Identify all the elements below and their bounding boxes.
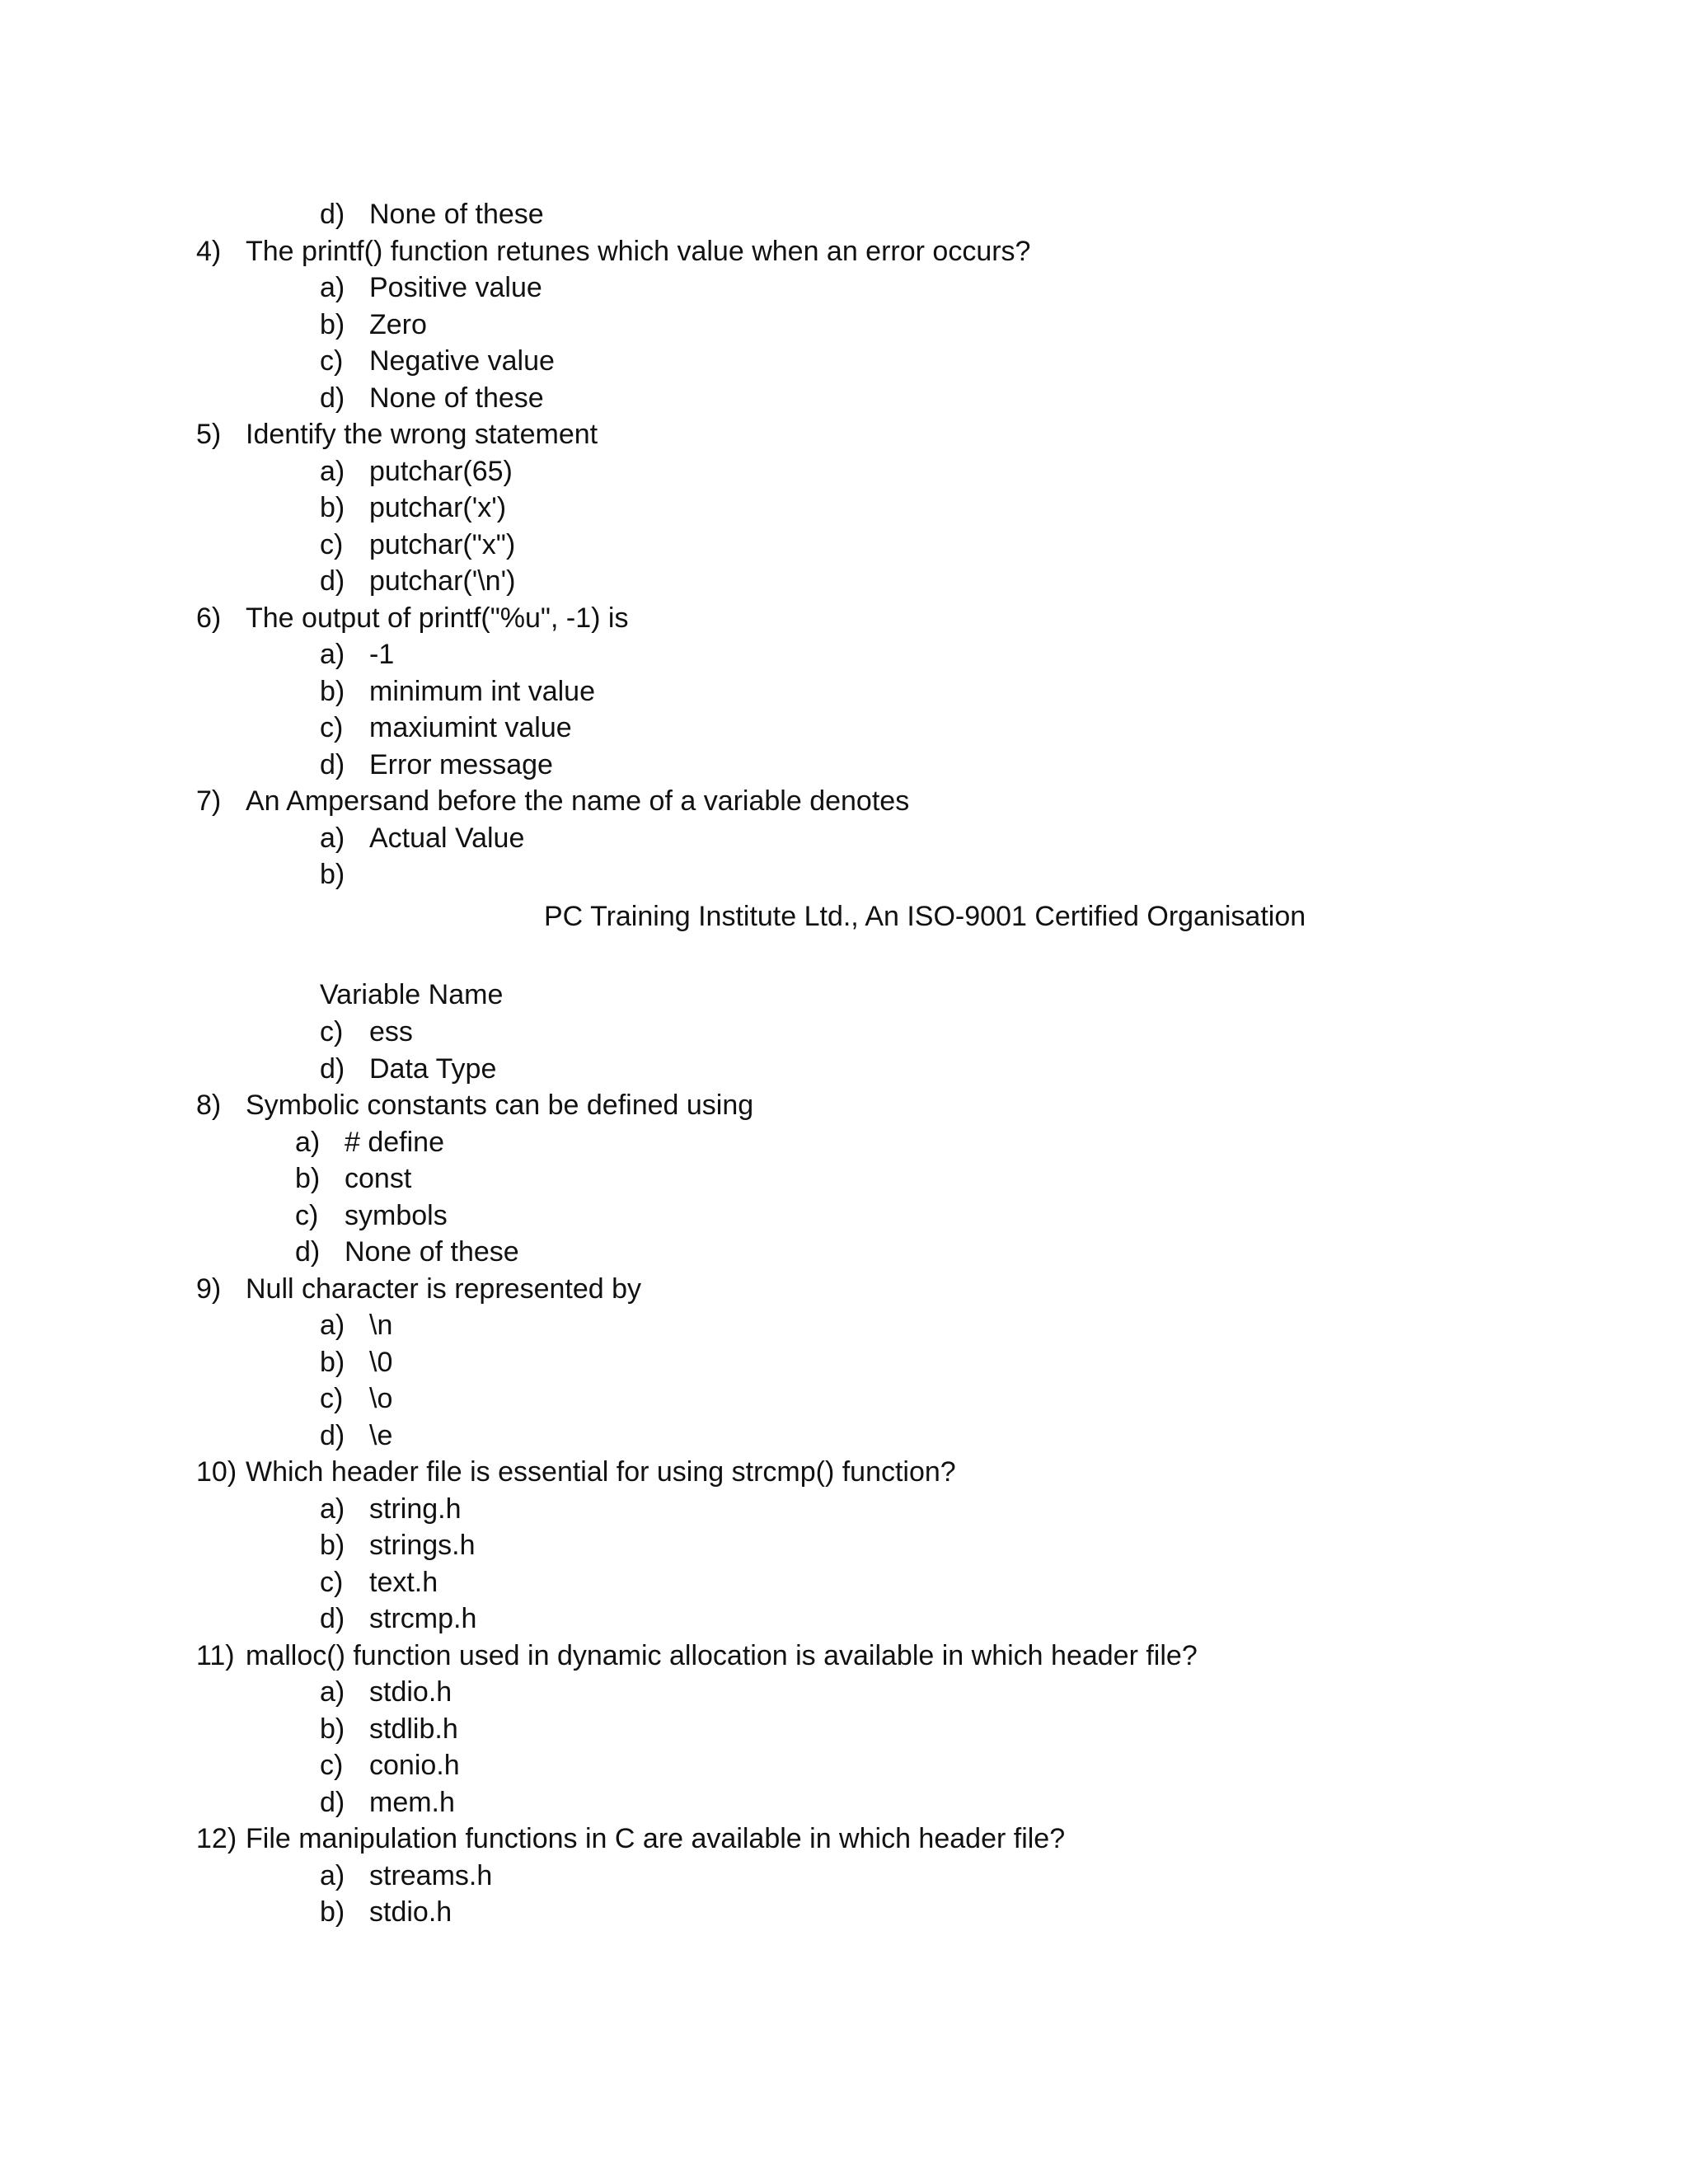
option-label: b) — [320, 1347, 345, 1378]
option-label: d) — [320, 1787, 345, 1818]
page-footer: PC Training Institute Ltd., An ISO-9001 Certified Organisation — [544, 901, 1306, 932]
option-text: stdio.h — [369, 1676, 452, 1708]
option-text: None of these — [345, 1236, 519, 1268]
option-text: string.h — [369, 1493, 462, 1525]
option-label: d) — [320, 1053, 345, 1085]
option-text: Actual Value — [369, 823, 525, 854]
question-number: 4) — [196, 236, 222, 267]
option-label: b) — [320, 676, 345, 707]
option-label: a) — [320, 1493, 345, 1525]
option-label: d) — [320, 199, 345, 230]
question-number: 12) — [196, 1823, 237, 1854]
continuation-text: Variable Name — [320, 979, 504, 1010]
question-number: 8) — [196, 1090, 222, 1121]
option-text: -1 — [369, 639, 395, 670]
option-text: None of these — [369, 199, 544, 230]
question-text: An Ampersand before the name of a variable denotes — [246, 785, 910, 817]
option-text: None of these — [369, 382, 544, 414]
option-label: a) — [320, 1310, 345, 1341]
option-text: stdio.h — [369, 1896, 452, 1928]
question-number: 5) — [196, 419, 222, 450]
option-text: Data Type — [369, 1053, 497, 1085]
option-label: d) — [320, 1420, 345, 1451]
option-text: Zero — [369, 309, 427, 340]
option-label: b) — [295, 1163, 321, 1194]
option-text: \o — [369, 1383, 393, 1414]
option-label: d) — [320, 749, 345, 780]
question-number: 7) — [196, 785, 222, 817]
option-label: a) — [320, 1676, 345, 1708]
option-text: Negative value — [369, 345, 555, 377]
option-text: ess — [369, 1016, 413, 1047]
question-number: 6) — [196, 602, 222, 634]
question-text: File manipulation functions in C are available in which header file? — [246, 1823, 1066, 1854]
option-label: a) — [320, 639, 345, 670]
option-label: a) — [320, 1860, 345, 1891]
option-label: b) — [320, 309, 345, 340]
option-text: stdlib.h — [369, 1713, 458, 1745]
option-text: minimum int value — [369, 676, 595, 707]
option-text: streams.h — [369, 1860, 493, 1891]
option-label: d) — [320, 382, 345, 414]
option-label: c) — [320, 529, 344, 560]
question-text: The printf() function retunes which value when an error occurs? — [246, 236, 1031, 267]
option-label: c) — [320, 1567, 344, 1598]
option-text: const — [345, 1163, 412, 1194]
option-text: mem.h — [369, 1787, 455, 1818]
option-text: putchar('\n') — [369, 565, 516, 597]
option-text: putchar('x') — [369, 492, 507, 523]
option-label: c) — [320, 1383, 344, 1414]
option-text: putchar("x") — [369, 529, 516, 560]
option-label: c) — [320, 345, 344, 377]
option-text: Positive value — [369, 272, 542, 303]
option-text: text.h — [369, 1567, 438, 1598]
option-label: b) — [320, 492, 345, 523]
option-text: \n — [369, 1310, 393, 1341]
question-number: 11) — [196, 1640, 235, 1671]
option-label: d) — [295, 1236, 321, 1268]
question-text: Identify the wrong statement — [246, 419, 598, 450]
option-label: d) — [320, 1603, 345, 1634]
option-label: b) — [320, 1530, 345, 1561]
option-text: strings.h — [369, 1530, 476, 1561]
option-label: c) — [320, 712, 344, 743]
option-label: b) — [320, 1896, 345, 1928]
option-text: symbols — [345, 1200, 448, 1231]
option-label: c) — [295, 1200, 319, 1231]
question-text: Symbolic constants can be defined using — [246, 1090, 754, 1121]
question-text: Null character is represented by — [246, 1273, 642, 1305]
option-label: c) — [320, 1016, 344, 1047]
option-label: a) — [320, 272, 345, 303]
question-number: 10) — [196, 1456, 237, 1488]
option-text: Error message — [369, 749, 553, 780]
option-text: strcmp.h — [369, 1603, 477, 1634]
question-text: malloc() function used in dynamic allocation is available in which header file? — [246, 1640, 1198, 1671]
option-text: putchar(65) — [369, 456, 513, 487]
option-label: a) — [320, 823, 345, 854]
option-label: a) — [295, 1127, 321, 1158]
option-text: \e — [369, 1420, 393, 1451]
option-label: b) — [320, 1713, 345, 1745]
question-text: Which header file is essential for using strcmp() function? — [246, 1456, 956, 1488]
option-text: # define — [345, 1127, 444, 1158]
question-text: The output of printf("%u", -1) is — [246, 602, 629, 634]
question-number: 9) — [196, 1273, 222, 1305]
option-label: a) — [320, 456, 345, 487]
option-text: maxiumint value — [369, 712, 572, 743]
option-label: d) — [320, 565, 345, 597]
option-label: c) — [320, 1750, 344, 1781]
option-text: conio.h — [369, 1750, 460, 1781]
option-label: b) — [320, 859, 345, 890]
option-text: \0 — [369, 1347, 393, 1378]
